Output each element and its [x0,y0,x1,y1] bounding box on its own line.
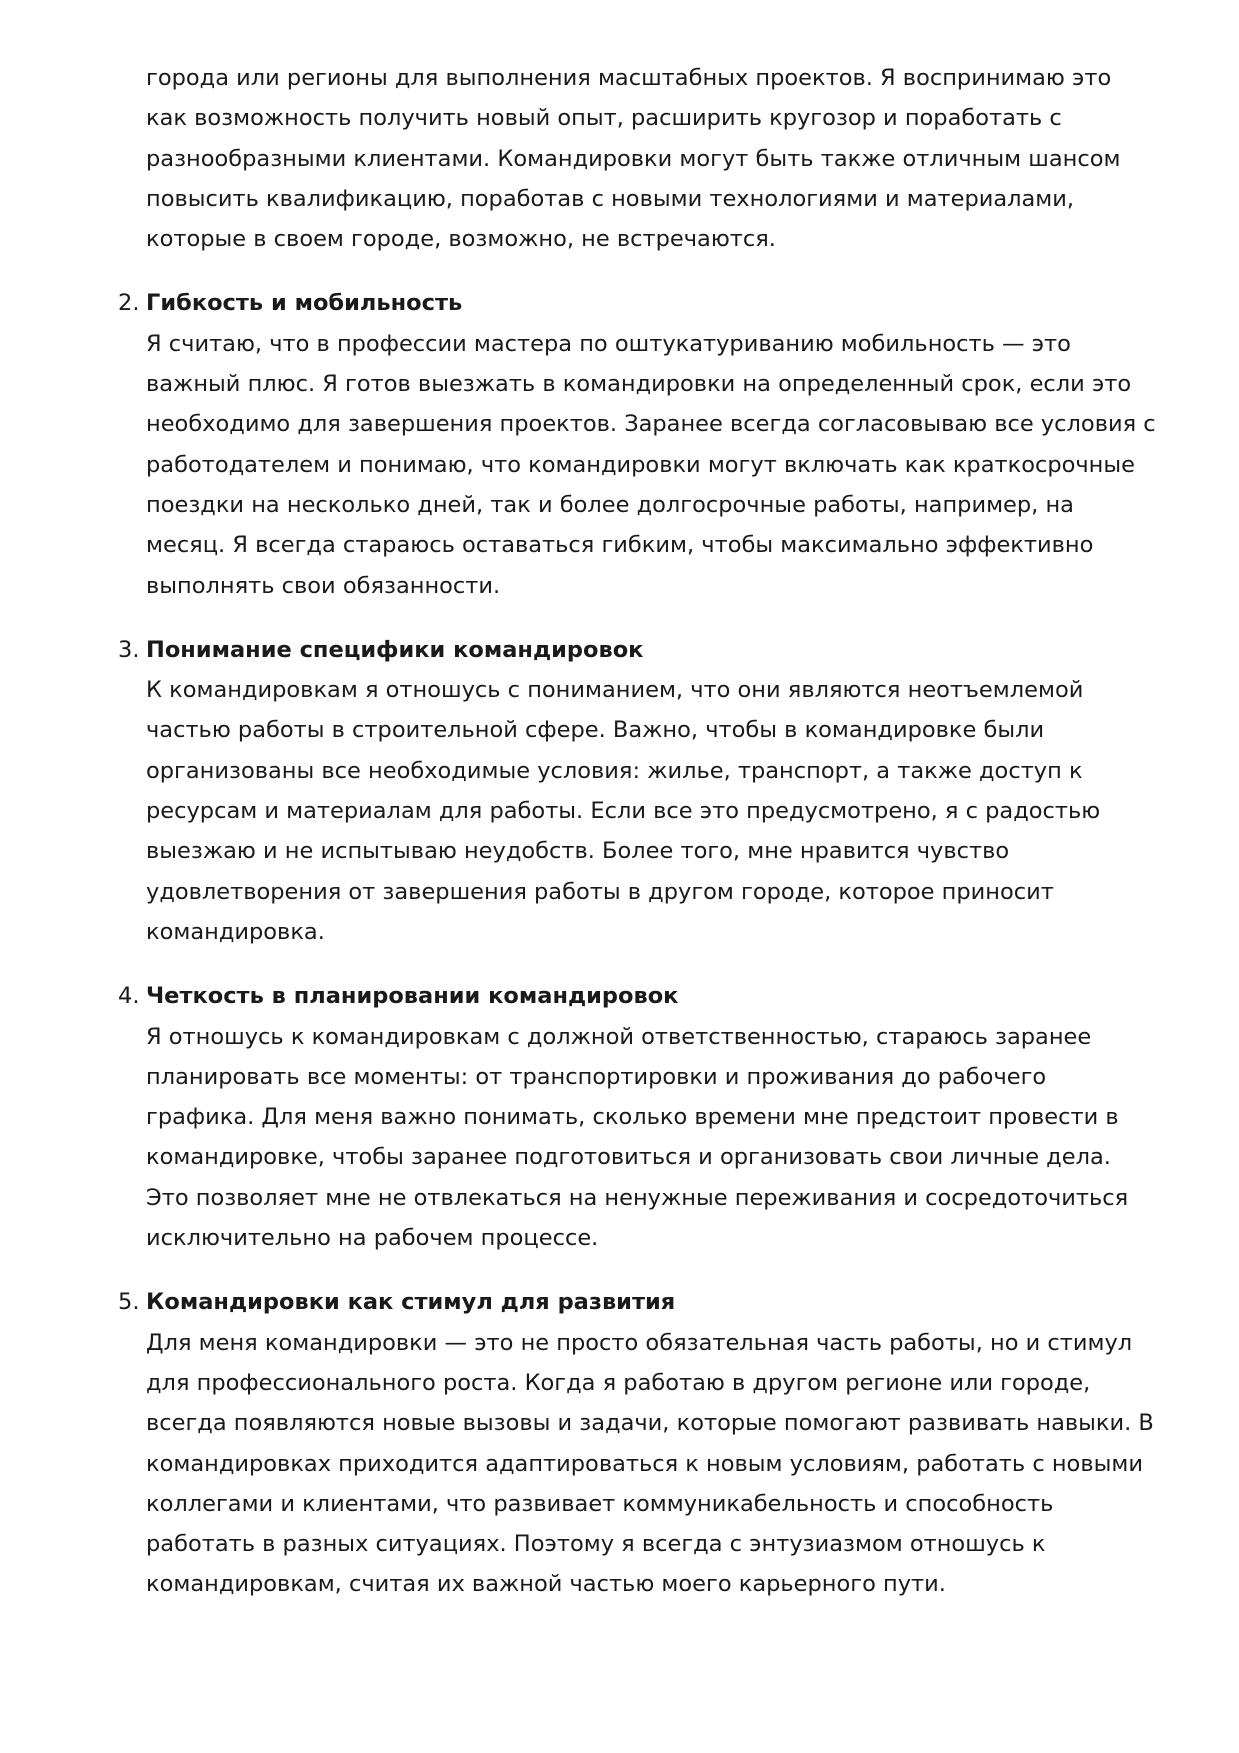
list-item [118,1282,1156,1604]
list-item-number: 3. [118,636,140,663]
list-item-body: Я отношусь к командировкам с должной ответственностью, стараюсь заранее планировать все моменты: от транспортировки и проживания до рабочего графика. Для меня важно понимать, сколько времени мне предстоит провести в командировке, чтобы заранее подготовиться и организовать свои личные дела. Это позволяет мне не отвлекаться на ненужные переживания и сосредоточиться исключительно на рабочем процессе. [146,1023,1129,1252]
list-item [118,283,1156,605]
list-item-title: Командировки как стимул для развития [146,1289,676,1316]
document-content [118,58,1156,1605]
list-item [118,630,1156,952]
list-item-body: Я считаю, что в профессии мастера по оштукатуриванию мобильность — это важный плюс. Я готов выезжать в командировки на определенный срок, если это необходимо для завершения проектов. Заранее всегда согласовываю все условия с работодателем и понимаю, что командировки могут включать как краткосрочные поездки на несколько дней, так и более долгосрочные работы, например, на месяц. Я всегда стараюсь оставаться гибким, чтобы максимально эффективно выполнять свои обязанности. [146,330,1156,599]
list-item-number: 4. [118,983,140,1010]
list-item-number: 5. [118,1289,140,1316]
list-item-title: Гибкость и мобильность [146,290,463,317]
list-item-title: Четкость в планировании командировок [146,983,679,1010]
list-item-body: Для меня командировки — это не просто обязательная часть работы, но и стимул для профессионального роста. Когда я работаю в другом регионе или городе, всегда появляются новые вызовы и задачи, которые помогают развивать навыки. В командировках приходится адаптироваться к новым условиям, работать с новыми коллегами и клиентами, что развивает коммуникабельность и способность работать в разных ситуациях. Поэтому я всегда с энтузиазмом отношусь к командировкам, считая их важной частью моего карьерного пути. [146,1329,1154,1598]
list-item [118,976,1156,1258]
list-item-body: К командировкам я отношусь с пониманием, что они являются неотъемлемой частью работы в строительной сфере. Важно, чтобы в командировке были организованы все необходимые условия: жилье, транспорт, а также доступ к ресурсам и материалам для работы. Если все это предусмотрено, я с радостью выезжаю и не испытываю неудобств. Более того, мне нравится чувство удовлетворения от завершения работы в другом городе, которое приносит командировка. [146,677,1101,945]
list-item-number: 2. [118,290,140,317]
intro-paragraph: города или регионы для выполнения масштабных проектов. Я воспринимаю это как возможность получить новый опыт, расширить кругозор и поработать с разнообразными клиентами. Командировки могут быть также отличным шансом повысить квалификацию, поработав с новыми технологиями и материалами, которые в своем городе, возможно, не встречаются. [146,65,1121,253]
list-item-title: Понимание специфики командировок [146,636,644,663]
